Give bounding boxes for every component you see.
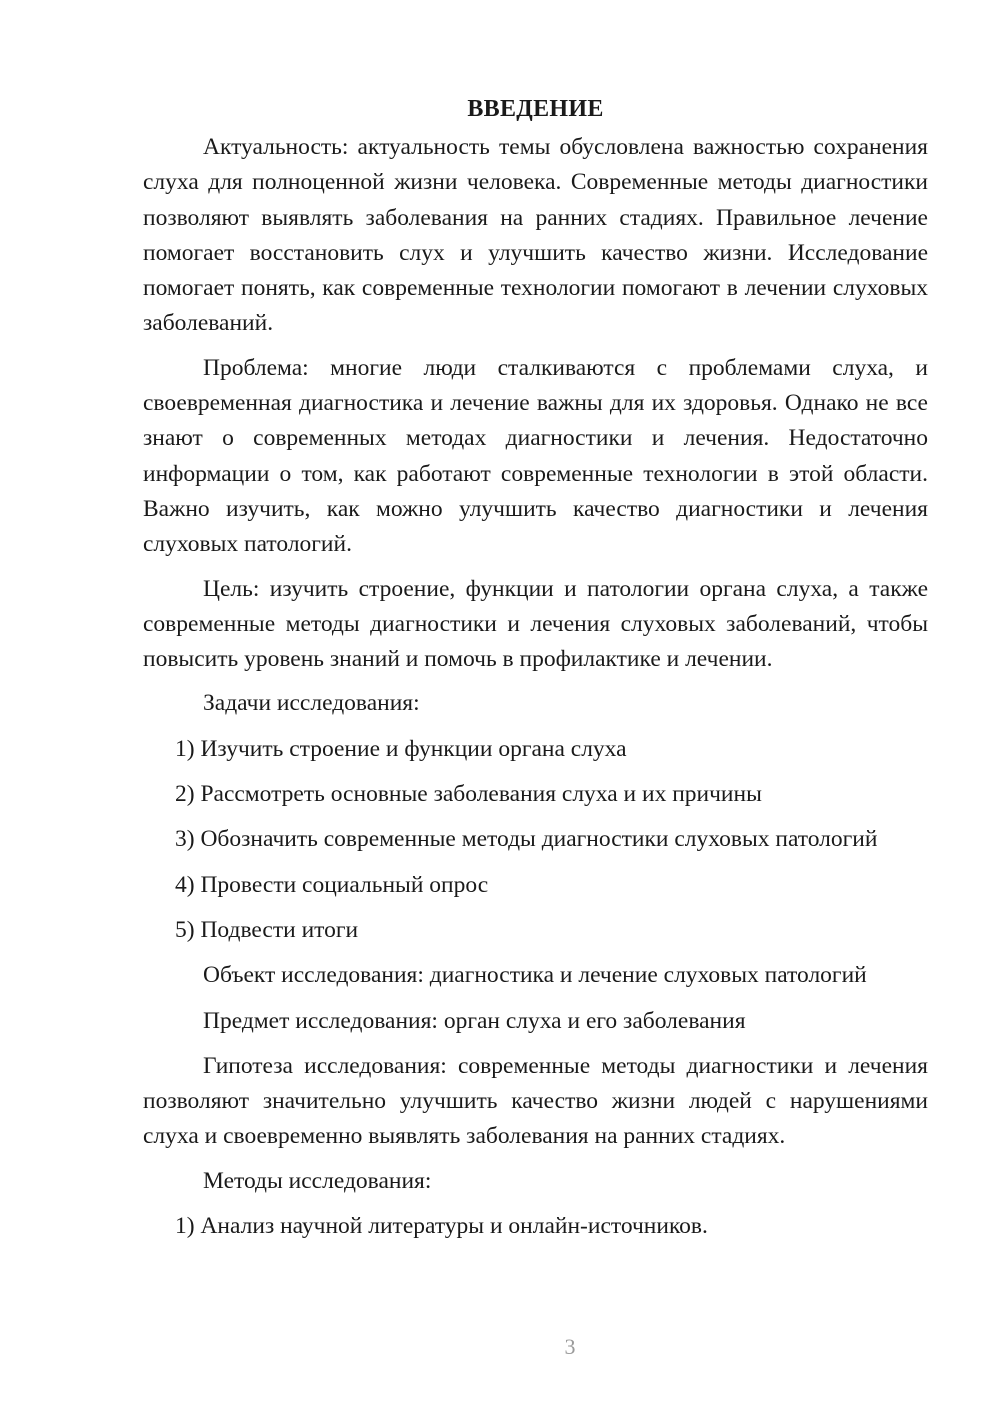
task-item-2: 2) Рассмотреть основные заболевания слуха и их причины: [175, 781, 762, 808]
relevance-paragraph: Актуальность: актуальность темы обусловлена важностью сохранения слуха для полноценной жизни человека. Современные методы диагностики позволяют выявлять заболевания на ранних стадиях. Правильное лечение помогает восстановить слух и улучшить качество жизни. Исследование помогает понять, как современные технологии помогают в лечении слуховых заболеваний.: [143, 134, 928, 337]
page-title: ВВЕДЕНИЕ: [467, 96, 604, 122]
page-content: [143, 94, 928, 1254]
problem-paragraph: Проблема: многие люди сталкиваются с проблемами слуха, и своевременная диагностика и лечение важны для их здоровья. Однако не все знают о современных методах диагностики и лечения. Недостаточно информации о том, как работают современные технологии в этой области. Важно изучить, как можно улучшить качество диагностики и лечения слуховых патологий.: [143, 354, 928, 558]
tasks-heading: Задачи исследования:: [203, 690, 420, 717]
task-item-4: 4) Провести социальный опрос: [175, 871, 489, 898]
page-number: 3: [564, 1334, 576, 1359]
hypothesis-paragraph: Гипотеза исследования: современные методы диагностики и лечения позволяют значительно улучшить качество жизни людей с нарушениями слуха и своевременно выявлять заболевания на ранних стадиях.: [143, 1052, 928, 1150]
task-item-3: 3) Обозначить современные методы диагностики слуховых патологий: [175, 826, 878, 853]
research-object: Объект исследования: диагностика и лечение слуховых патологий: [203, 962, 867, 989]
research-subject: Предмет исследования: орган слуха и его заболевания: [203, 1007, 746, 1034]
task-item-1: 1) Изучить строение и функции органа слуха: [175, 735, 627, 762]
methods-heading: Методы исследования:: [203, 1167, 432, 1194]
method-item-1: 1) Анализ научной литературы и онлайн-источников.: [175, 1213, 708, 1240]
goal-paragraph: Цель: изучить строение, функции и патологии органа слуха, а также современные методы диагностики и лечения слуховых заболеваний, чтобы повысить уровень знаний и помочь в профилактике и лечении.: [143, 575, 928, 673]
task-item-5: 5) Подвести итоги: [175, 916, 359, 943]
